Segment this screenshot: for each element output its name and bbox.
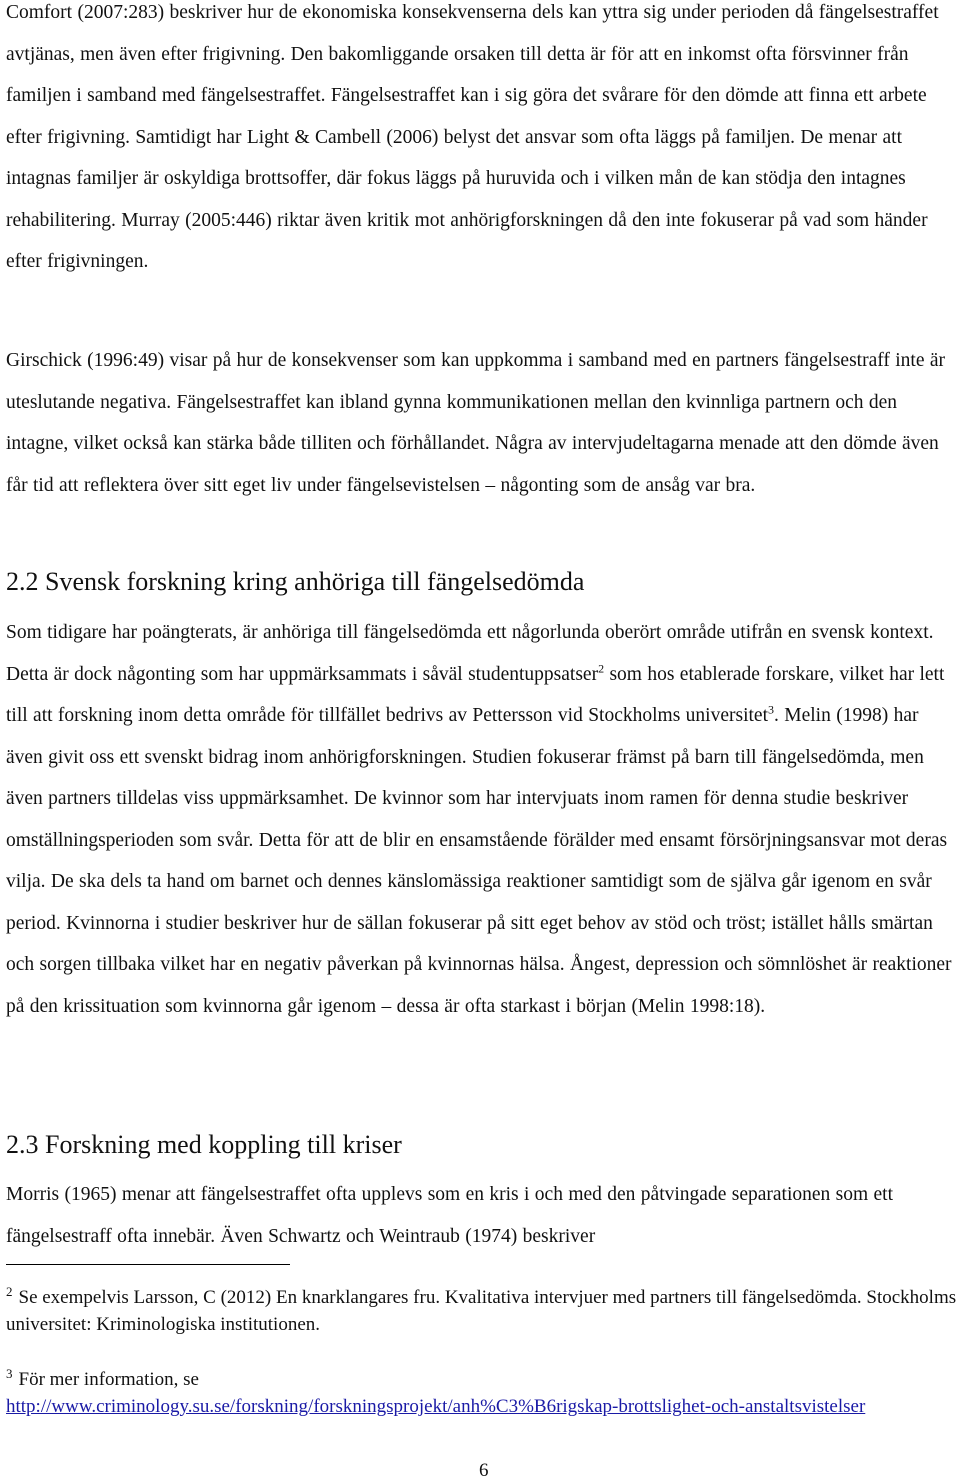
- footnote-3-number: 3: [6, 1366, 13, 1381]
- paragraph-3-text-c: . Melin (1998) har även givit oss ett svenskt bidrag inom anhörigforskningen. Studien fokuserar främst på barn till fängelsedömda, men även partners tilldelas viss uppmärksamhet. De kvinnor som har intervjuats inom ramen för denna studie beskriver omställningsperioden som svår. Detta för att de blir en ensamstående förälder med ensamt försörjningsansvar mot deras vilja. De ska dels ta hand om barnet och dennes känslomässiga reaktioner samtidigt som de själva går igenom en svår period. Kvinnorna i studier beskriver hur de sällan fokuserar på sitt eget behov av stöd och tröst; istället hålls smärtan och sorgen tillbaka vilket har en negativ påverkan på kvinnornas hälsa. Ångest, depression och sömnlöshet är reaktioner på den krissituation som kvinnorna går igenom – dessa är ofta starkast i början (Melin 1998:18).: [6, 705, 952, 1017]
- footnote-divider: [6, 1264, 290, 1265]
- paragraph-3-text-a: Som tidigare har poängterats, är anhöriga till fängelsedömda ett någorlunda oberört område utifrån en svensk kontext. Detta är dock någonting som har uppmärksammats i såväl studentuppsatser: [6, 622, 934, 685]
- footnote-3-text: För mer information, se: [18, 1369, 199, 1390]
- paragraph-1: Comfort (2007:283) beskriver hur de ekonomiska konsekvenserna dels kan yttra sig under perioden då fängelsestraffet avtjänas, men även efter frigivning. Den bakomliggande orsaken till detta är för att en inkomst ofta försvinner från familjen i samband med fängelsestraffet. Fängelsestraffet kan i sig göra det svårare för den dömde att finna ett arbete efter frigivning. Samtidigt har Light & Cambell (2006) belyst det ansvar som ofta läggs på familjen. De menar att intagnas familjer är oskyldiga brottsoffer, där fokus läggs på huruvida och i vilken mån de kan stödja den intagnes rehabilitering. Murray (2005:446) riktar även kritik mot anhörigforskningen då den inte fokuserar på vad som händer efter frigivningen.: [6, 2, 939, 272]
- section-heading-2-2: 2.2 Svensk forskning kring anhöriga till fängelsedömda: [6, 567, 585, 596]
- paragraph-4: Morris (1965) menar att fängelsestraffet ofta upplevs som en kris i och med den påtvingade separationen som ett fängelsestraff ofta innebär. Även Schwartz och Weintraub (1974) beskriver: [6, 1184, 894, 1247]
- footnote-2: [6, 1278, 958, 1338]
- footnote-ref-2[interactable]: 2: [598, 661, 605, 675]
- paragraph-3: [6, 612, 958, 1027]
- section-heading-2-3: 2.3 Forskning med koppling till kriser: [6, 1130, 402, 1159]
- paragraph-2: Girschick (1996:49) visar på hur de konsekvenser som kan uppkomma i samband med en partners fängelsestraff inte är uteslutande negativa. Fängelsestraffet kan ibland gynna kommunikationen mellan den kvinnliga partnern och den intagne, vilket också kan stärka både tilliten och förhållandet. Några av intervjudeltagarna menade att den dömde även får tid att reflektera över sitt eget liv under fängelsevistelsen – någonting som de ansåg var bra.: [6, 350, 945, 496]
- footnote-2-text: Se exempelvis Larsson, C (2012) En knarklangares fru. Kvalitativa intervjuer med partners till fängelsedömda. Stockholms universitet: Kriminologiska institutionen.: [6, 1287, 957, 1335]
- paragraph-3-text-b: som hos etablerade forskare, vilket har lett till att forskning inom detta område för tillfället bedrivs av Pettersson vid Stockholms universitet: [6, 663, 945, 726]
- footnote-2-number: 2: [6, 1284, 13, 1299]
- footnote-3: [6, 1360, 958, 1420]
- footnote-3-link[interactable]: http://www.criminology.su.se/forskning/forskningsprojekt/anh%C3%B6rigskap-brottslighet-och-anstaltsvistelser: [6, 1396, 866, 1417]
- page-number: 6: [479, 1460, 489, 1481]
- footnote-ref-3[interactable]: 3: [768, 702, 774, 717]
